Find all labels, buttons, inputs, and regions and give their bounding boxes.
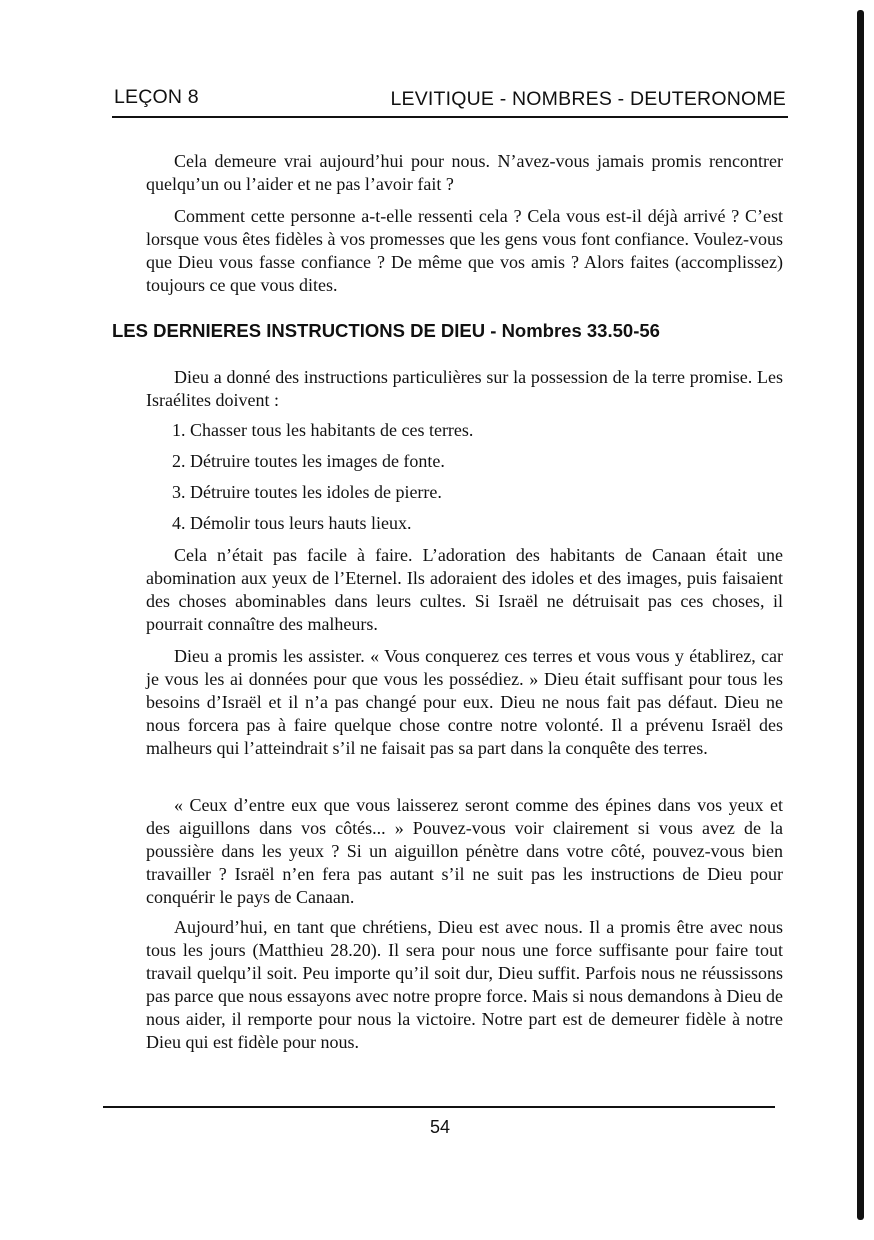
instruction-item: 2. Détruire toutes les images de fonte. [172, 451, 445, 471]
instruction-item: 4. Démolir tous leurs hauts lieux. [172, 513, 412, 533]
paragraph-trust: Comment cette personne a-t-elle ressenti cela ? Cela vous est-il déjà arrivé ? C’est lorsque vous êtes fidèles à vos promesses que les gens vous font confiance. Voulez-vous que Dieu vous fasse confiance ? De même que vos amis ? Alors faites (accomplissez) toujours ce que vous dites. [146, 206, 783, 295]
instruction-item: 3. Détruire toutes les idoles de pierre. [172, 482, 442, 502]
page-number: 54 [429, 1117, 451, 1137]
footer-rule [103, 1106, 775, 1108]
lesson-label: LEÇON 8 [114, 86, 199, 108]
paragraph-instructions-lead: Dieu a donné des instructions particulières sur la possession de la terre promise. Les Israélites doivent : [146, 367, 783, 410]
paragraph-promises: Cela demeure vrai aujourd’hui pour nous. N’avez-vous jamais promis rencontrer quelqu’un ou l’aider et ne pas l’avoir fait ? [146, 151, 783, 194]
paragraph-canaan: Cela n’était pas facile à faire. L’adoration des habitants de Canaan était une abomination aux yeux de l’Eternel. Ils adoraient des idoles et des images, puis faisaient des choses abominables dans leurs cultes. Si Israël ne détruisait pas ces choses, il pourrait connaître des malheurs. [146, 545, 783, 634]
header-rule [112, 116, 788, 118]
paragraph-god-promised: Dieu a promis les assister. « Vous conquerez ces terres et vous vous y établirez, car je vous les ai données pour que vous les possédiez. » Dieu était suffisant pour tous les besoins d’Israël et il n’a pas changé pour eux. Dieu ne nous fait pas défaut. Dieu ne nous forcera pas à faire quelque chose contre notre volonté. Il a prévenu Israël des malheurs qui l’atteindrait s’il ne faisait pas sa part dans la conquête des terres. [146, 646, 783, 758]
book-title: LEVITIQUE - NOMBRES - DEUTERONOME [390, 88, 786, 110]
paragraph-today: Aujourd’hui, en tant que chrétiens, Dieu est avec nous. Il a promis être avec nous tous les jours (Matthieu 28.20). Il sera pour nous une force suffisante pour faire tout travail quelqu’il soit. Peu importe qu’il soit dur, Dieu suffit. Parfois nous ne réussissons pas parce que nous essayons avec notre propre force. Mais si nous demandons à Dieu de nous aider, il remporte pour nous la victoire. Notre part est de demeurer fidèle à notre Dieu qui est fidèle pour nous. [146, 917, 783, 1052]
instruction-item: 1. Chasser tous les habitants de ces terres. [172, 420, 474, 440]
paragraph-thorns: « Ceux d’entre eux que vous laisserez seront comme des épines dans vos yeux et des aiguillons dans vos côtés... » Pouvez-vous voir clairement si vous avez de la poussière dans les yeux ? Si un aiguillon pénètre dans votre côté, pouvez-vous bien travailler ? Israël n’en fera pas autant s’il ne suit pas les instructions de Dieu pour conquérir le pays de Canaan. [146, 795, 783, 907]
page-binding-edge [857, 10, 864, 1220]
section-heading: LES DERNIERES INSTRUCTIONS DE DIEU - Nombres 33.50-56 [112, 320, 660, 341]
page-header [112, 86, 788, 116]
